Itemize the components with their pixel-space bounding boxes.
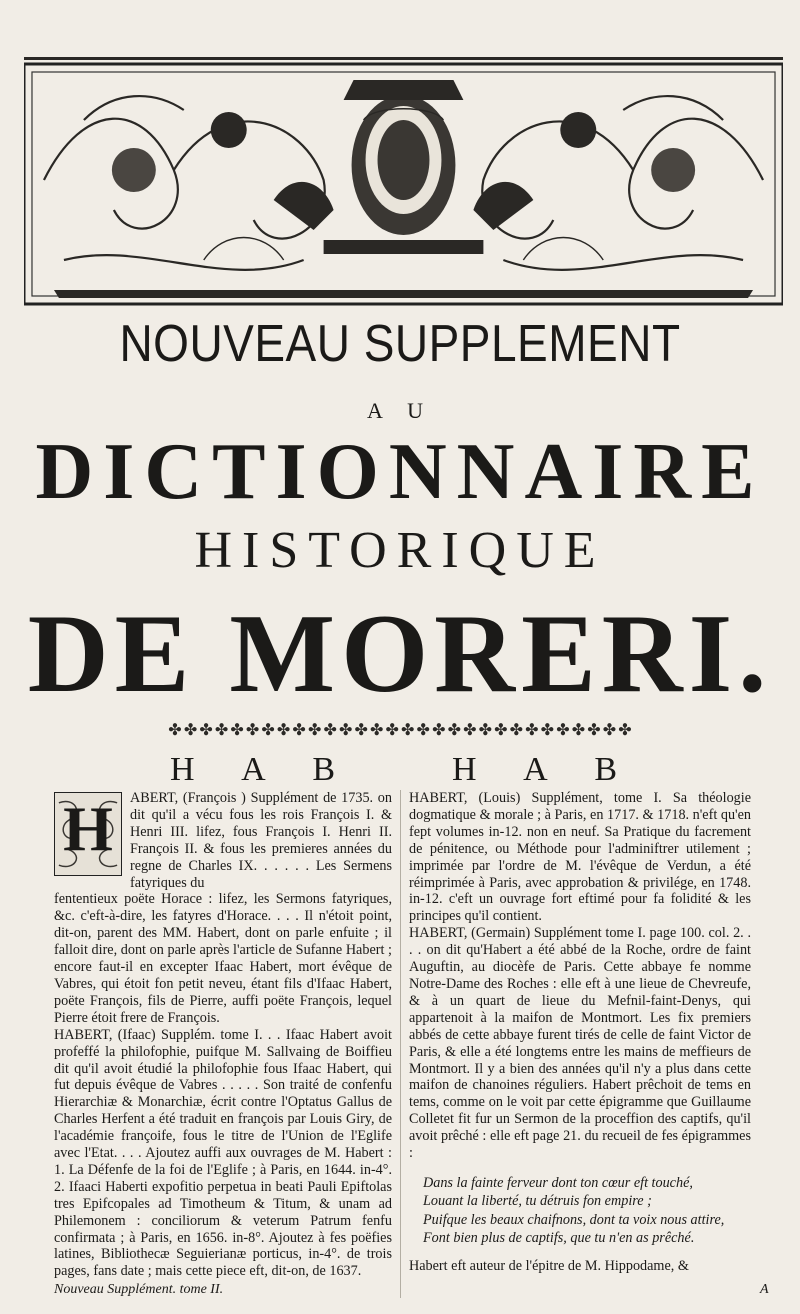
dropcap-ornament bbox=[54, 792, 122, 876]
entry-isaac-habert: HABERT, (Ifaac) Supplém. tome I. . . Ifaac Habert avoit profeffé la philofophie, puifque M. Sallvaing de Boiffieu dit qu'il avoit étudié la philofophie fous Ifaac Habert, qui fut depuis évêque de Vabres . . . . . Son traité de confenfu Hierarchiæ & Monarchiæ, écrit contre l'Optatus Gallus de Charles Herfent a été traduit en françois par Louis Giry, de l'académie françoife, fous le titre de l'Union de l'Eglife avec l'Etat. . . . Ajoutez auffi aux ouvrages de M. Habert : 1. La Défenfe de la foi de l'Eglife ; à Paris, en 1644. in-4°. 2. Ifaaci Haberti expofitio perpetua in beati Pauli Epiftolas tres Epifcopales ad Timotheum & Titum, & unam ad Philemonem : conciliorum & veterum Patrum fenfu confirmata ; à Paris, en 1656. in-8°. Ajoutez à fes poëfies latines, Bibliothecæ Seguierianæ porticus, in-4°. de trois pages, fans date ; mais cette piece eft, dit-on, de 1637. bbox=[54, 1026, 392, 1280]
entry-germain-habert: HABERT, (Germain) Supplément tome I. page 100. col. 2. . . . on dit qu'Habert a été abbé de la Roche, ordre de faint Auguftin, au diocèfe de Paris. Cette abbaye fe nomme Notre-Dame des Roches : elle eft à une lieue de Chevreufe, & à un quart de lieue du Mefnil-faint-Denys, qui appartenoit à la maifon de Montmort. Les fix premiers abbés de cette abbaye furent tirés de celle de faint Victor de Paris, & elle a été longtems entre les mains de meffieurs de Montmort. Il y a bien des années qu'il n'y a plus dans cette maifon de chanoines réguliers. Habert prêchoit de tems en tems, comme on le voit par cette épigramme que Guillaume Colletet fit fur un Sermon de la proceffion des captifs, qu'il avoit prêché : elle eft page 21. du recueil de fes épigrammes : bbox=[409, 925, 751, 1162]
left-column bbox=[54, 790, 392, 1280]
running-head-left: H A B bbox=[170, 751, 356, 788]
title-historique: HISTORIQUE bbox=[194, 522, 606, 579]
title-de-moreri: DE MORERI. bbox=[27, 592, 773, 716]
ornamental-headpiece bbox=[24, 57, 783, 308]
column-divider bbox=[400, 790, 401, 1298]
entry-habert-epitre: Habert eft auteur de l'épitre de M. Hippodame, & bbox=[409, 1257, 689, 1274]
verse-line-1: Dans la fainte ferveur dont ton cœur eft touché, bbox=[423, 1174, 693, 1191]
headpiece-ornament-icon bbox=[24, 60, 783, 308]
title-dictionnaire: DICTIONNAIRE bbox=[35, 428, 765, 516]
right-column bbox=[409, 790, 751, 1275]
verse-line-3: Puifque les beaux chaifnons, dont ta voix nous attire, bbox=[423, 1211, 725, 1228]
title-nouveau-supplement: NOUVEAU SUPPLEMENT bbox=[119, 314, 681, 373]
title-au: A U bbox=[366, 398, 434, 423]
entry-francois-habert: ABERT, (François ) Supplément de 1735. on dit qu'il a vécu fous les rois François I. & Henri III. lifez, fous François I. Henri II. François II. & fous les premieres années du regne de Charles IX. . . . . . Les Sermens fatyriques du bbox=[130, 790, 392, 891]
verse-line-2: Louant la liberté, tu détruis fon empire ; bbox=[423, 1193, 652, 1210]
footer-signature-mark: A bbox=[760, 1282, 769, 1297]
dropcap-letter: H bbox=[63, 793, 113, 864]
entry-louis-habert: HABERT, (Louis) Supplément, tome I. Sa théologie dogmatique & morale ; à Paris, en 1717. & 1718. n'eft qu'en fept volumes in-12. non en neuf. Sa Pratique du facrement de pénitence, ou Méthode pour l'adminiftrer utilement ; imprimée par l'ordre de M. l'évêque de Verdun, a été réimprimée à Paris, avec approbation & privilége, en 1748. in-12. c'eft un ouvrage fort eftimé pour fa folidité & les principes qu'il contient. bbox=[409, 790, 751, 925]
entry-francois-habert-continued: fententieux poëte Horace : lifez, les Sermons fatyriques, &c. c'eft-à-dire, les fatyres d'Horace. . . . Il n'étoit point, dit-on, parent des MM. Habert, dont on parle enfuite ; il falloit dire, dont on parle après l'article de Sufanne Habert ; encore faut-il en excepter Ifaac Habert, mort évêque de Vabres, qui étoit fon petit neveu, étant fils d'Ifaac Habert, poëte François, fils de Pierre, auffi poëte François, lequel Pierre étoit frere de François. bbox=[54, 891, 392, 1026]
footer-signature-line: Nouveau Supplément. tome II. bbox=[54, 1282, 224, 1297]
epigram-verse bbox=[423, 1174, 751, 1248]
verse-line-4: Font bien plus de captifs, que tu n'en as prêché. bbox=[423, 1230, 695, 1247]
running-head-right: H A B bbox=[452, 751, 638, 788]
fleuron-ornament-row: ✤ ✤ ✤ ✤ ✤ ✤ ✤ ✤ ✤ ✤ ✤ ✤ ✤ ✤ ✤ ✤ ✤ ✤ ✤ ✤ ✤ ✤ ✤ ✤ ✤ ✤ ✤ ✤ ✤ ✤ bbox=[168, 722, 632, 739]
